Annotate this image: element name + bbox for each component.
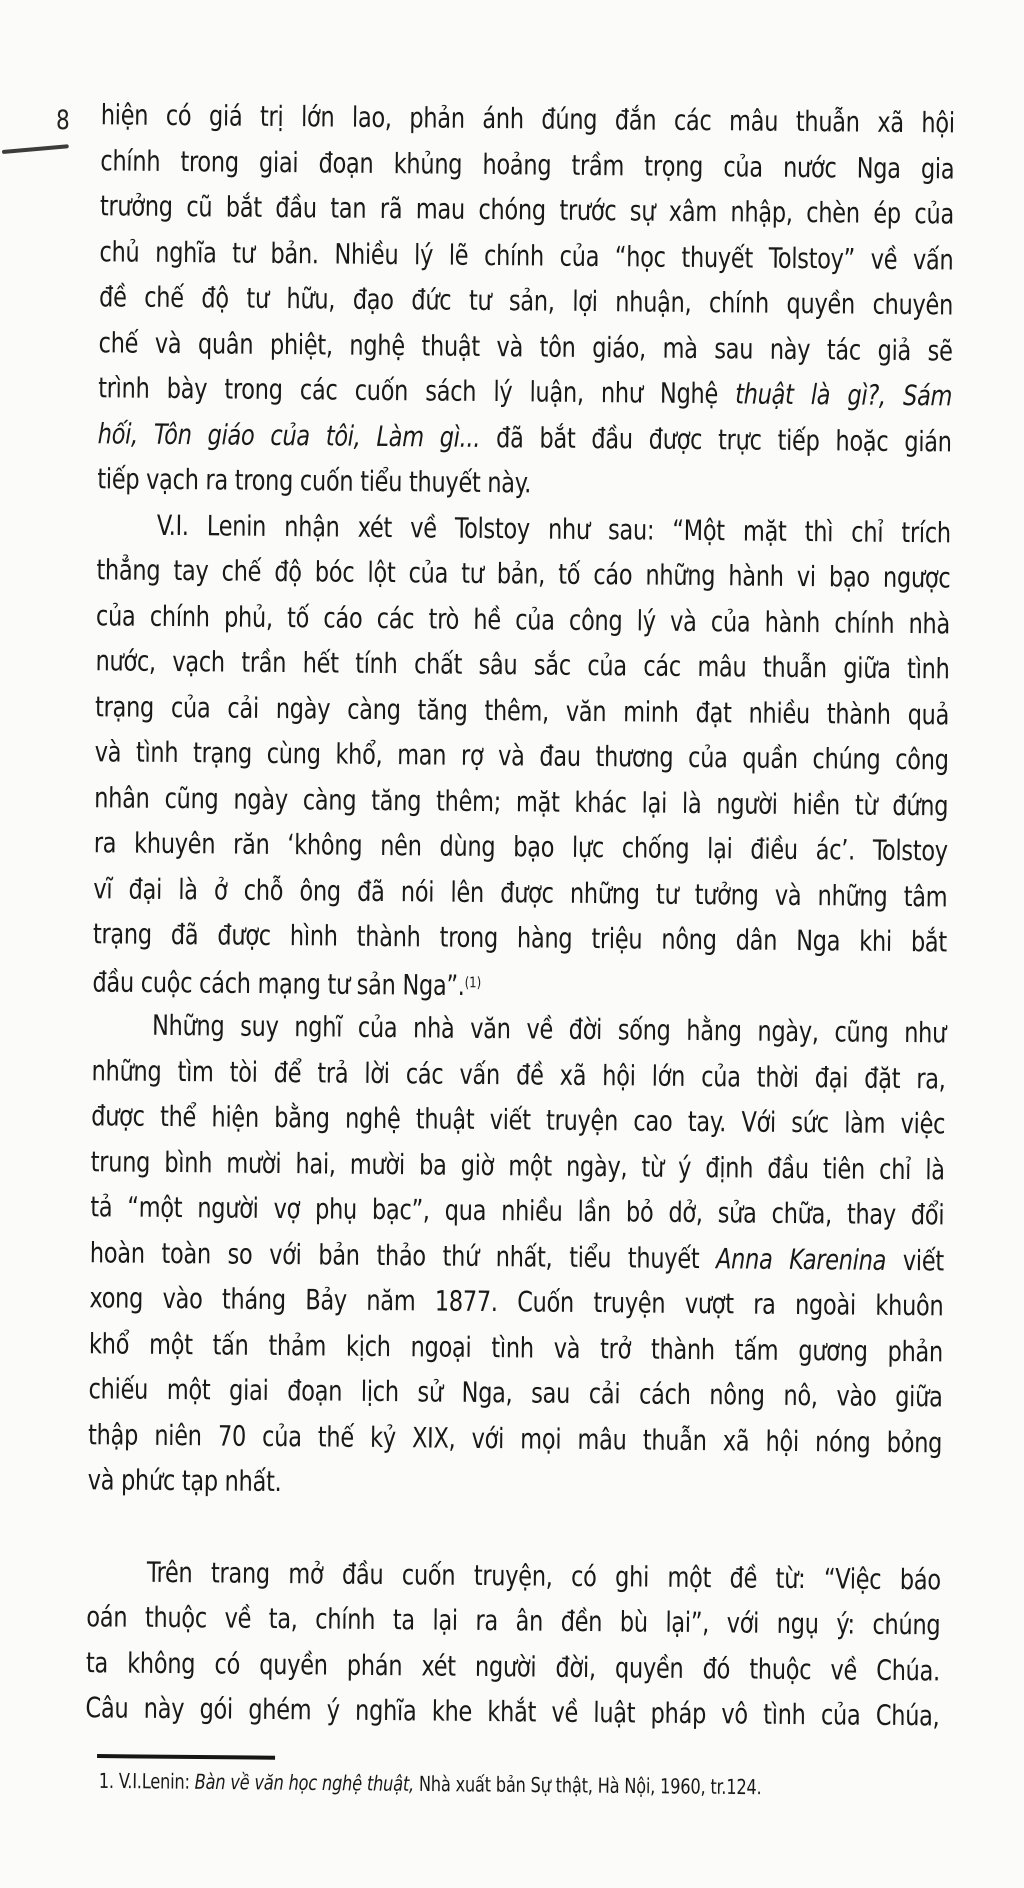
text-segment: thuật là gì?, Sám — [735, 377, 953, 413]
text-segment: trưởng cũ bắt đầu tan rã mau chóng trước sự xâm nhập, chèn ép của — [99, 189, 955, 231]
text-segment: hoàn toàn so với bản thảo thứ nhất, tiểu thuyết — [89, 1235, 717, 1275]
text-segment: vĩ đại là ở chỗ ông đã nói lên được những tư tưởng và những tâm — [93, 871, 948, 913]
text-segment: chế và quân phiệt, nghệ thuật và tôn giáo, mà sau này tác giả sẽ — [98, 325, 953, 367]
paragraph — [97, 95, 955, 513]
text-segment: và phức tạp nhất. — [87, 1463, 282, 1498]
text-segment: trạng đã được hình thành trong hàng triệu nông dân Nga khi bắt — [92, 917, 948, 959]
text-line — [99, 1767, 939, 1805]
text-segment: chiếu một giai đoạn lịch sử Nga, sau cải cách nông nô, vào giữa — [88, 1372, 943, 1414]
text-segment: nước, vạch trần hết tính chất sâu sắc của các mâu thuẫn giữa tình — [95, 644, 950, 686]
footnote-separator — [97, 1754, 275, 1760]
text-segment: viết — [885, 1243, 945, 1277]
text-segment: được thể hiện bằng nghệ thuật viết truyện cao tay. Với sức làm việc — [91, 1099, 946, 1141]
page-number: 8 — [56, 104, 70, 136]
text-segment: chủ nghĩa tư bản. Nhiều lý lẽ chính của “học thuyết Tolstoy” về vấn — [99, 234, 954, 276]
text-segment: thập niên 70 của thế kỷ XIX, với mọi mâu thuẫn xã hội nóng bỏng — [87, 1417, 943, 1459]
text-segment: Câu này gói ghém ý nghĩa khe khắt về luật pháp vô tình của Chúa, — [85, 1691, 940, 1733]
text-segment: thẳng tay chế độ bóc lột của tư bản, tố cáo những hành vi bạo ngược — [96, 553, 951, 595]
text-segment: trình bày trong các cuốn sách lý luận, như Nghệ — [98, 371, 736, 411]
footnote-ref-marker: (1) — [464, 974, 482, 992]
text-segment: Bàn về văn học nghệ thuật, — [194, 1769, 415, 1797]
text-segment: xong vào tháng Bảy năm 1877. Cuốn truyện vượt ra ngoài khuôn — [89, 1281, 944, 1323]
text-segment: đề chế độ tư hữu, đạo đức tư sản, lợi nhuận, chính quyền chuyên — [98, 280, 954, 322]
footnote — [85, 1770, 939, 1804]
text-segment: nhân cũng ngày càng tăng thêm; mặt khác lại là người hiền từ đứng — [94, 780, 949, 822]
text-segment: đầu cuộc cách mạng tư sản Nga”. — [92, 965, 465, 1002]
paragraph — [92, 504, 951, 1013]
text-segment: tả “một người vợ phụ bạc”, qua nhiều lần bỏ dở, sửa chữa, thay đổi — [90, 1190, 945, 1232]
paragraph — [85, 1551, 941, 1741]
text-segment: Nhà xuất bản Sự thật, Hà Nội, 1960, tr.124. — [413, 1771, 762, 1800]
text-segment: Anna Karenina — [715, 1241, 887, 1277]
text-segment: trung bình mười hai, mười ba giờ một ngày, từ ý định đầu tiên chỉ là — [90, 1144, 945, 1186]
text-segment: 1. V.I.Lenin: — [98, 1768, 195, 1795]
text-segment: tiếp vạch ra trong cuốn tiểu thuyết này. — [97, 462, 532, 500]
text-segment: của chính phủ, tố cáo các trò hề của công lý và của hành chính nhà — [95, 598, 951, 640]
text-segment: ta không có quyền phán xét người đời, quyền đó thuộc về Chúa. — [85, 1645, 941, 1687]
paragraph — [87, 1005, 946, 1514]
text-segment: hối, Tôn giáo của tôi, Làm gì... — [97, 416, 481, 454]
text-segment: V.I. Lenin nhận xét về Tolstoy như sau: “Một mặt thì chỉ trích — [156, 508, 951, 549]
text-segment: oán thuộc về ta, chính ta lại ra ân đền bù lại”, với ngụ ý: chúng — [86, 1600, 941, 1642]
text-segment: khổ một tấn thảm kịch ngoại tình và trở thành tấm gương phản — [88, 1326, 944, 1368]
text-line — [85, 1682, 939, 1741]
margin-dash — [2, 144, 69, 154]
text-segment: những tìm tòi để trả lời các vấn đề xã hội lớn của thời đại đặt ra, — [91, 1053, 946, 1095]
text-segment: ra khuyên răn ‘không nên dùng bạo lực chống lại điều ác’. Tolstoy — [93, 826, 948, 868]
text-segment: hiện có giá trị lớn lao, phản ánh đúng đắn các mâu thuẫn xã hội — [100, 98, 955, 140]
text-segment: trạng của cải ngày càng tăng thêm, văn minh đạt nhiều thành quả — [94, 689, 950, 731]
text-block — [85, 95, 955, 1805]
text-segment: Trên trang mở đầu cuốn truyện, có ghi một đề từ: “Việc báo — [146, 1555, 941, 1596]
text-segment: và tình trạng cùng khổ, man rợ và đau thương của quần chúng công — [94, 735, 949, 777]
text-segment: đã bắt đầu được trực tiếp hoặc gián — [480, 420, 952, 458]
text-line — [87, 1454, 941, 1513]
text-segment: chính trong giai đoạn khủng hoảng trầm trọng của nước Nga gia — [100, 143, 955, 185]
text-segment: Những suy nghĩ của nhà văn về đời sống hằng ngày, cũng như — [151, 1009, 947, 1050]
